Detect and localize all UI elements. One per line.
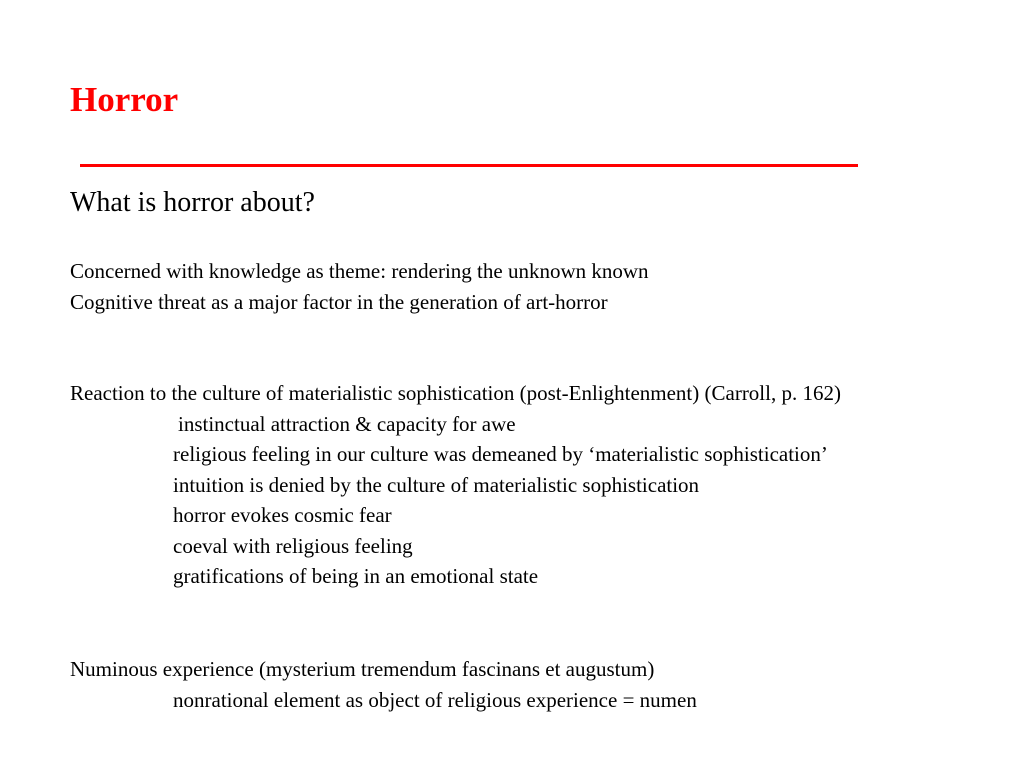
slide-title: Horror <box>70 80 179 119</box>
bullet-item: instinctual attraction & capacity for awe <box>178 411 516 436</box>
materialism-block <box>70 378 970 592</box>
bullet-item: coeval with religious feeling <box>173 533 413 558</box>
bullet-item: horror evokes cosmic fear <box>173 503 392 527</box>
numinous-heading: Numinous experience (mysterium tremendum fascinans et augustum) <box>70 657 655 681</box>
bullet-item: religious feeling in our culture was demeaned by ‘materialistic sophistication’ <box>173 442 828 466</box>
slide-question: What is horror about? <box>70 187 315 218</box>
cognitive-threat-line: Cognitive threat as a major factor in the generation of art-horror <box>70 289 608 314</box>
knowledge-line: Concerned with knowledge as theme: rendering the unknown known <box>70 259 649 283</box>
bullet-item: intuition is denied by the culture of materialistic sophistication <box>173 472 700 497</box>
knowledge-block <box>70 256 970 317</box>
bullet-item: gratifications of being in an emotional state <box>173 564 539 588</box>
materialism-heading: Reaction to the culture of materialistic sophistication (post-Enlightenment) (Carroll, p. 162) <box>70 381 841 405</box>
bullet-item: nonrational element as object of religious experience = numen <box>173 687 697 712</box>
title-underline <box>80 164 858 167</box>
numinous-block <box>70 654 970 715</box>
